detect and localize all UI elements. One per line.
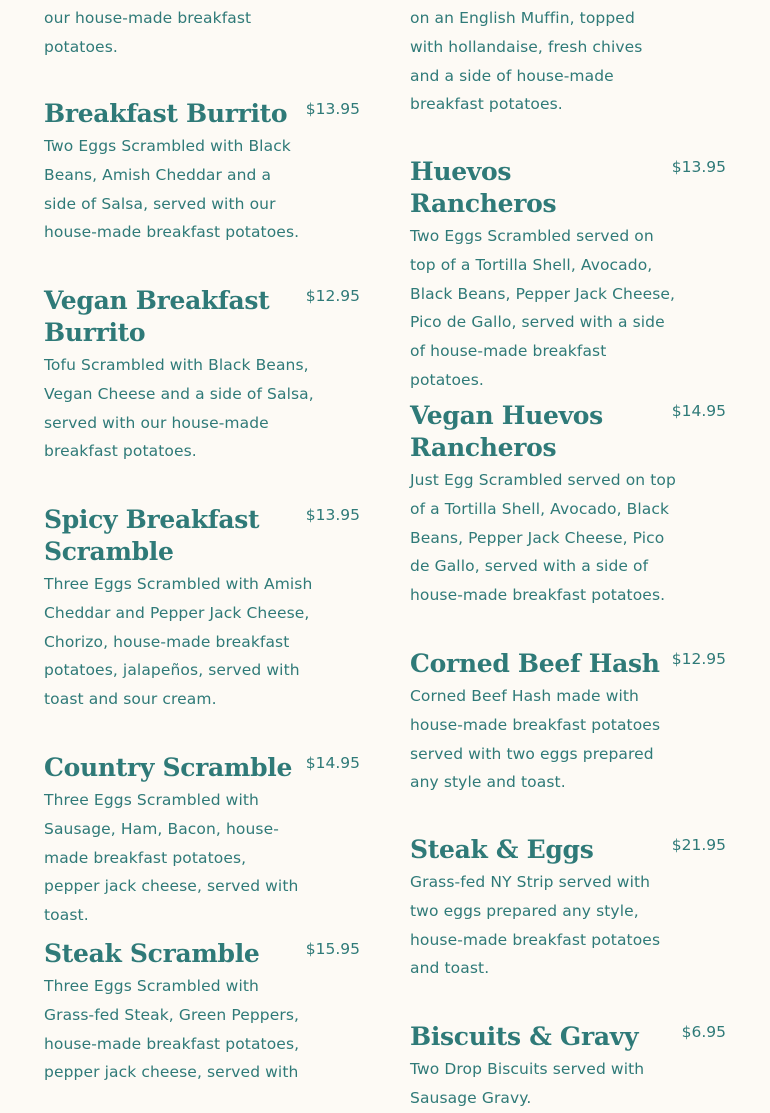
item-price: $12.95	[305, 287, 360, 305]
item-name: Steak & Eggs	[410, 835, 594, 864]
menu-item-steak-scramble	[44, 938, 360, 1087]
menu-item-country-scramble	[44, 752, 360, 930]
item-description: Grass-fed NY Strip served with two eggs prepared any style, house-made breakfast potatoes and toast.	[410, 873, 661, 978]
item-price: $12.95	[671, 650, 726, 668]
item-price: $13.95	[305, 100, 360, 118]
menu-item-vegan-breakfast-burrito	[44, 285, 360, 466]
item-name: Biscuits & Gravy	[410, 1022, 639, 1051]
menu-item-huevos-rancheros	[410, 156, 726, 395]
item-price: $15.95	[305, 940, 360, 958]
item-description: Two Eggs Scrambled served on top of a Tortilla Shell, Avocado, Black Beans, Pepper Jack Cheese, Pico de Gallo, served with a side of house-made breakfast potatoes.	[410, 227, 676, 389]
item-description: Two Eggs Scrambled with Black Beans, Amish Cheddar and a side of Salsa, served with our house-made breakfast potatoes.	[44, 137, 300, 242]
item-description: Three Eggs Scrambled with Amish Cheddar and Pepper Jack Cheese, Chorizo, house-made breakfast potatoes, jalapeños, served with toast and sour cream.	[44, 575, 313, 709]
item-price: $6.95	[681, 1023, 726, 1041]
menu-item-vegan-huevos-rancheros	[410, 400, 726, 610]
item-price: $13.95	[671, 158, 726, 176]
item-description: Tofu Scrambled with Black Beans, Vegan Cheese and a side of Salsa, served with our house-made breakfast potatoes.	[44, 356, 314, 461]
item-name: Corned Beef Hash	[410, 649, 660, 678]
menu-item-corned-beef-hash	[410, 648, 726, 797]
item-name: Vegan Huevos Rancheros	[410, 401, 603, 462]
menu-item-spicy-breakfast-scramble	[44, 504, 360, 714]
item-name: Breakfast Burrito	[44, 99, 288, 128]
item-description: Two Drop Biscuits served with Sausage Gravy.	[410, 1060, 645, 1107]
item-name: Country Scramble	[44, 753, 293, 782]
menu-item-steak-and-eggs	[410, 834, 726, 983]
description-fragment: our house-made breakfast potatoes.	[44, 9, 252, 56]
item-name: Huevos Rancheros	[410, 157, 557, 218]
item-price: $13.95	[305, 506, 360, 524]
item-price: $14.95	[671, 402, 726, 420]
item-price: $21.95	[671, 836, 726, 854]
item-name: Spicy Breakfast Scramble	[44, 505, 260, 566]
item-description: Three Eggs Scrambled with Grass-fed Steak, Green Peppers, house-made breakfast potatoes, pepper jack cheese, served with	[44, 977, 300, 1082]
item-description: Corned Beef Hash made with house-made breakfast potatoes served with two eggs prepared any style and toast.	[410, 687, 661, 792]
item-description: Three Eggs Scrambled with Sausage, Ham, Bacon, house-made breakfast potatoes, pepper jack cheese, served with toast.	[44, 791, 299, 925]
item-description: Just Egg Scrambled served on top of a Tortilla Shell, Avocado, Black Beans, Pepper Jack Cheese, Pico de Gallo, served with a side of house-made breakfast potatoes.	[410, 471, 676, 605]
menu-item-breakfast-burrito	[44, 98, 360, 247]
description-fragment: on an English Muffin, topped with hollandaise, fresh chives and a side of house-made breakfast potatoes.	[410, 9, 643, 114]
menu-item-biscuits-and-gravy	[410, 1021, 726, 1113]
item-price: $14.95	[305, 754, 360, 772]
item-name: Steak Scramble	[44, 939, 260, 968]
item-name: Vegan Breakfast Burrito	[44, 286, 270, 347]
